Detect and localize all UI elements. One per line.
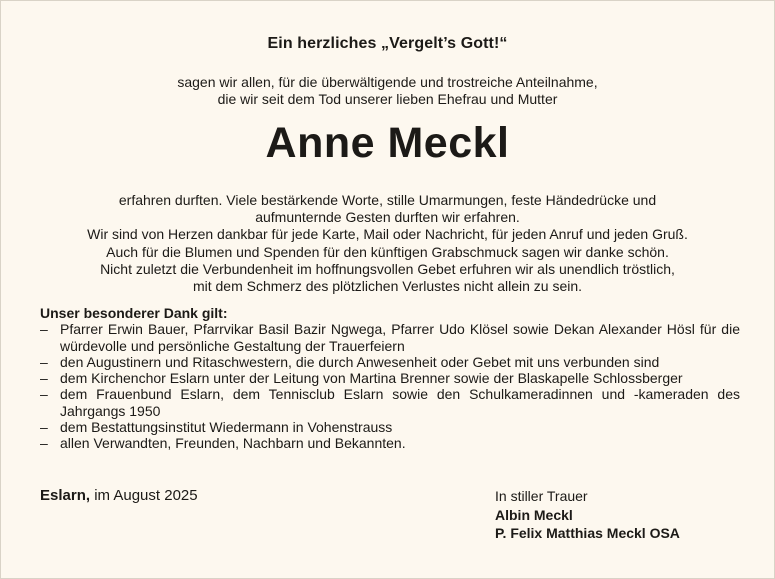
list-item	[40, 419, 740, 435]
dash-bullet: –	[40, 353, 48, 370]
body-line: mit dem Schmerz des plötzlichen Verlustes nicht allein zu sein.	[192, 278, 583, 295]
dash-bullet: –	[40, 419, 48, 436]
list-item-text: den Augustinern und Ritaschwestern, die durch Anwesenheit oder Gebet mit uns verbunden sind	[60, 353, 660, 370]
body-line: Nicht zuletzt die Verbundenheit im hoffnungsvollen Gebet erfuhren wir als unendlich tröstlich,	[100, 260, 675, 277]
list-item-text: allen Verwandten, Freunden, Nachbarn und Bekannten.	[60, 435, 406, 452]
dash-bullet: –	[40, 386, 48, 403]
dash-bullet: –	[40, 370, 48, 387]
mourning-line: In stiller Trauer	[495, 488, 588, 504]
body-line: Auch für die Blumen und Spenden für den künftigen Grabschmuck sagen wir danke schön.	[106, 243, 669, 260]
intro-line: die wir seit dem Tod unserer lieben Ehefrau und Mutter	[217, 91, 558, 107]
body-line: erfahren durften. Viele bestärkende Worte, stille Umarmungen, feste Händedrücke und	[118, 192, 657, 208]
intro-text	[1, 74, 774, 108]
list-item-text: Pfarrer Erwin Bauer, Pfarrvikar Basil Bazir Ngwega, Pfarrer Udo Klösel sowie Dekan Alexander Hösl für die würdevolle und persönliche Gestaltung der Trauerfeiern	[60, 321, 740, 354]
place: Eslarn,	[40, 487, 91, 504]
signer-name: P. Felix Matthias Meckl OSA	[495, 525, 680, 541]
special-thanks-title: Unser besonderer Dank gilt:	[40, 305, 228, 321]
intro-line: sagen wir allen, für die überwältigende und trostreiche Anteilnahme,	[177, 74, 598, 90]
list-item	[40, 386, 740, 419]
body-line: aufmunternde Gesten durften wir erfahren.	[255, 209, 520, 226]
thanks-heading: Ein herzliches „Vergelt’s Gott!“	[267, 35, 508, 52]
list-item	[40, 435, 740, 451]
place-date	[40, 487, 198, 504]
date: im August 2025	[94, 487, 198, 504]
list-item	[40, 321, 740, 354]
list-item-text: dem Bestattungsinstitut Wiedermann in Vohenstrauss	[60, 419, 393, 436]
special-thanks-section	[40, 305, 740, 452]
list-item-text: dem Frauenbund Eslarn, dem Tennisclub Eslarn sowie den Schulkameradinnen und -kameraden des Jahrgangs 1950	[60, 386, 740, 419]
body-line: Wir sind von Herzen dankbar für jede Karte, Mail oder Nachricht, für jeden Anruf und jeden Gruß.	[87, 226, 688, 243]
signer-name: Albin Meckl	[495, 506, 573, 523]
dash-bullet: –	[40, 435, 48, 452]
body-text	[1, 192, 774, 295]
list-item	[40, 354, 740, 370]
thanks-list	[40, 321, 740, 451]
list-item-text: dem Kirchenchor Eslarn unter der Leitung von Martina Brenner sowie der Blaskapelle Schlossberger	[60, 370, 683, 387]
deceased-name: Anne Meckl	[265, 119, 510, 167]
list-item	[40, 370, 740, 386]
dash-bullet: –	[40, 321, 48, 338]
signature-block	[495, 487, 680, 543]
